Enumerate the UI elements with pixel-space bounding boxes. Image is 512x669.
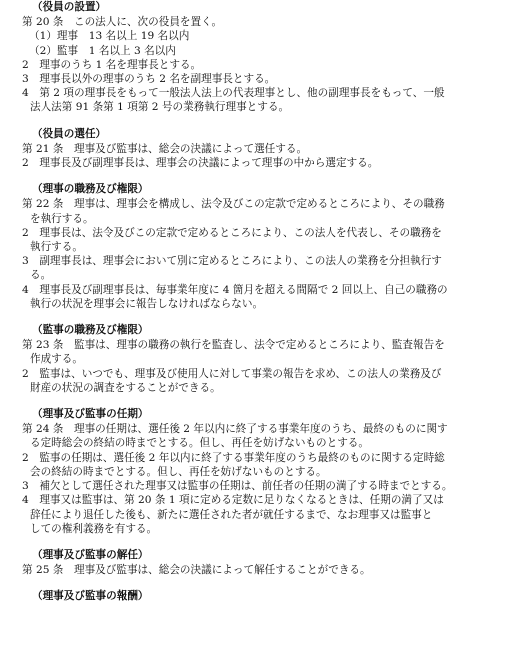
article-line: 3 副理事長は、理事会において別に定めるところにより、この法人の業務を分担執行す bbox=[22, 255, 442, 268]
article-line: る。 bbox=[30, 269, 52, 282]
article-line: 3 補欠として選任された理事又は監事の任期は、前任者の任期の満了する時までとする。 bbox=[22, 480, 453, 493]
section-heading: （理事及び監事の任期） bbox=[32, 408, 149, 421]
article-line: 第 22 条 理事は、理事会を構成し、法令及びこの定款で定めるところにより、その職務 bbox=[22, 198, 445, 211]
section-heading: （理事及び監事の報酬） bbox=[32, 590, 149, 603]
article-line: 第 20 条 この法人に、次の役員を置く。 bbox=[22, 16, 223, 29]
section-auditor-duties bbox=[22, 323, 498, 395]
article-line: 2 理事長は、法令及びこの定款で定めるところにより、この法人を代表し、その職務を bbox=[22, 226, 442, 239]
section-heading: （役員の設置） bbox=[32, 1, 107, 13]
section-officer-establishment bbox=[22, 0, 498, 115]
section-director-duties bbox=[22, 182, 498, 311]
article-line: 4 第 2 項の理事長をもって一般法人法上の代表理事とし、他の副理事長をもって、一般 bbox=[22, 87, 445, 100]
article-line: 会の終結の時までとする。但し、再任を妨げないものとする。 bbox=[30, 465, 327, 478]
article-line: （1）理事 13 名以上 19 名以内 bbox=[29, 30, 190, 43]
article-line: 2 監事は、いつでも、理事及び使用人に対して事業の報告を求め、この法人の業務及び bbox=[22, 367, 442, 380]
article-line: 法人法第 91 条第 1 項第 2 号の業務執行理事とする。 bbox=[30, 101, 290, 114]
article-line: （2）監事 1 名以上 3 名以内 bbox=[29, 44, 176, 57]
section-heading: （理事及び監事の解任） bbox=[32, 548, 149, 561]
article-line: 2 監事の任期は、選任後 2 年以内に終了する事業年度のうち最終のものに関する定時総 bbox=[22, 451, 445, 464]
article-line: 財産の状況の調査をすることができる。 bbox=[30, 381, 221, 394]
article-line: しての権利義務を有する。 bbox=[30, 522, 158, 535]
section-heading: （監事の職務及び権限） bbox=[32, 324, 149, 337]
article-line: 2 理事のうち 1 名を理事長とする。 bbox=[22, 58, 202, 71]
section-term-of-office bbox=[22, 407, 498, 536]
article-line: 4 理事長及び副理事長は、毎事業年度に 4 箇月を超える間隔で 2 回以上、自己の職務の bbox=[22, 283, 448, 296]
article-line: 第 24 条 理事の任期は、選任後 2 年以内に終了する事業年度のうち、最終のものに関す bbox=[22, 423, 448, 436]
section-heading: （役員の選任） bbox=[32, 127, 107, 140]
article-line: る定時総会の終結の時までとする。但し、再任を妨げないものとする。 bbox=[30, 437, 369, 450]
section-dismissal bbox=[22, 548, 498, 577]
article-line: 辞任により退任した後も、新たに選任された者が就任するまで、なお理事又は監事と bbox=[30, 508, 433, 521]
article-line: 第 25 条 理事及び監事は、総会の決議によって解任することができる。 bbox=[22, 564, 371, 577]
article-line: を執行する。 bbox=[30, 212, 94, 225]
article-line: 第 23 条 監事は、理事の職務の執行を監査し、法令で定めるところにより、監査報告を bbox=[22, 339, 445, 352]
article-line: 執行の状況を理事会に報告しなければならない。 bbox=[30, 297, 264, 310]
section-heading: （理事の職務及び権限） bbox=[32, 183, 149, 196]
article-line: 第 21 条 理事及び監事は、総会の決議によって選任する。 bbox=[22, 142, 308, 155]
article-line: 作成する。 bbox=[30, 353, 83, 366]
article-line: 執行する。 bbox=[30, 241, 83, 254]
article-line: 3 理事長以外の理事のうち 2 名を副理事長とする。 bbox=[22, 73, 276, 86]
article-line: 4 理事又は監事は、第 20 条 1 項に定める定数に足りなくなるときは、任期の満了又は bbox=[22, 494, 444, 507]
article-line: 2 理事長及び副理事長は、理事会の決議によって理事の中から選定する。 bbox=[22, 157, 379, 170]
section-remuneration bbox=[22, 589, 498, 603]
section-officer-election bbox=[22, 127, 498, 171]
